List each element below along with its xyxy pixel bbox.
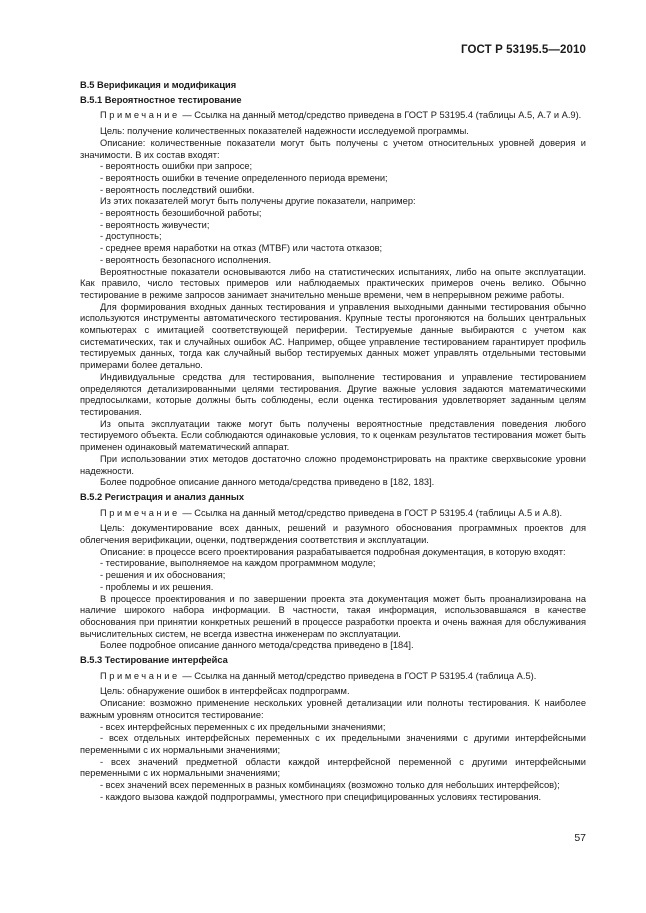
paragraph: Описание: количественные показатели могут быть получены с учетом относительных уровней доверия и значимости. В их состав входят: <box>80 137 586 160</box>
document-body <box>80 80 586 803</box>
paragraph: Из опыта эксплуатации также могут быть получены вероятностные представления поведения любого тестируемого объекта. Если соблюдаются одинаковые условия, то к оценкам результатов тестирования может быть применен одинаковый математический аппарат. <box>80 418 586 453</box>
subsection-heading-b53: В.5.3 Тестирование интерфейса <box>80 655 228 666</box>
list-item: - вероятность живучести; <box>100 219 210 230</box>
paragraph: Цель: получение количественных показателей надежности исследуемой программы. <box>100 126 469 137</box>
list-item: - среднее время наработки на отказ (MTBF) или частота отказов; <box>100 243 383 254</box>
paragraph: Описание: возможно применение нескольких уровней детализации или полноты тестирования. К наиболее важным уровням относится тестирование: <box>80 698 586 720</box>
note-text: — Ссылка на данный метод/средство приведена в ГОСТ Р 53195.4 (таблицы А.5 и А.8). <box>182 507 563 518</box>
list-item: - каждого вызова каждой подпрограммы, уместного при специфицированных условиях тестирования. <box>100 791 542 802</box>
paragraph: В процессе проектирования и по завершении проекта эта документация может быть проанализирована на наличие широкого набора информации. В частности, такая информация, использовавшаяся в качестве обоснования при принятии конкретных решений в процессе разработки проекта и очень важная для обслуживания вычислительных систем, не всегда известна инженерам по эксплуатации. <box>80 593 586 639</box>
list-item: - вероятность ошибки при запросе; <box>100 161 253 172</box>
list-item: - вероятность безопасного исполнения. <box>100 254 272 265</box>
subsection-heading-b52: В.5.2 Регистрация и анализ данных <box>80 491 245 502</box>
list-item: - всех интерфейсных переменных с их предельными значениями; <box>100 721 386 732</box>
reference-paragraph: Более подробное описание данного метода/средства приведено в [182, 183]. <box>100 477 435 488</box>
list-item: - доступность; <box>100 231 162 242</box>
list-item: - проблемы и их решения. <box>100 581 214 592</box>
list-item: - тестирование, выполняемое на каждом программном модуле; <box>100 558 376 569</box>
list-item: - вероятность безошибочной работы; <box>100 208 262 219</box>
note-b52 <box>80 508 586 520</box>
paragraph: Из этих показателей могут быть получены другие показатели, например: <box>100 196 416 207</box>
reference-paragraph: Более подробное описание данного метода/средства приведено в [184]. <box>100 640 414 651</box>
list-item: - вероятность ошибки в течение определенного периода времени; <box>100 172 388 183</box>
paragraph: Цель: документирование всех данных, решений и разумного обоснования программных проектов для облегчения верификации, оценки, подтверждения соответствия и эксплуатации. <box>80 523 586 546</box>
note-b51 <box>80 110 586 122</box>
note-label: Примечание <box>100 110 180 121</box>
note-label: Примечание <box>100 507 180 518</box>
list-item: - всех значений предметной области каждой интерфейсной переменной с другими интерфейсными переменными с их нормальными значениями; <box>80 756 586 779</box>
paragraph: Вероятностные показатели основываются либо на статистических испытаниях, либо на опыте эксплуатации. Как правило, число тестовых примеров или наблюдаемых практических примеров очень велико. Обычно тестирование в режиме запросов занимает значительно меньше времени, чем в непрерывном режиме работы. <box>80 266 586 300</box>
note-text: — Ссылка на данный метод/средство приведена в ГОСТ Р 53195.4 (таблицы А.5, А.7 и А.9). <box>182 110 582 121</box>
list-item: - решения и их обоснования; <box>100 570 226 581</box>
note-text: — Ссылка на данный метод/средство приведена в ГОСТ Р 53195.4 (таблица А.5). <box>182 670 537 681</box>
note-label: Примечание <box>100 670 180 681</box>
section-heading-b5: В.5 Верификация и модификация <box>80 80 237 90</box>
paragraph: Индивидуальные средства для тестирования, выполнение тестирования и управление тестированием определяются детализированными целями тестирования. Другие важные условия задаются математическими предпосылками, которые должны быть соблюдены, если оценка тестирования удовлетворяет заданным целям тестирования. <box>80 371 586 417</box>
list-item: - вероятность последствий ошибки. <box>100 184 255 195</box>
subsection-heading-b51: В.5.1 Вероятностное тестирование <box>80 94 242 105</box>
standard-header: ГОСТ Р 53195.5—2010 <box>461 44 586 56</box>
list-item: - всех отдельных интерфейсных переменных с их предельными значениями с другими интерфейсными переменными с их нормальными значениями; <box>80 733 586 755</box>
paragraph: Описание: в процессе всего проектирования разрабатывается подробная документация, в которую входят: <box>100 546 566 557</box>
paragraph: При использовании этих методов достаточно сложно продемонстрировать на практике сверхвысокие уровни надежности. <box>80 453 586 476</box>
note-b53 <box>80 671 586 683</box>
paragraph: Для формирования входных данных тестирования и управления выходными данными тестирования обычно используются инструменты автоматического тестирования. Крупные тесты прогоняются на больших центральных компьютерах с имитацией соответствующей периферии. Тестируемые данные выбираются с учетом как систематических, так и случайных ошибок АС. Например, общее управление тестированием гарантирует профиль тестируемых данных, тогда как случайный выбор тестируемых данных может управлять отдельными тестовыми примерами более детально. <box>80 301 586 371</box>
paragraph: Цель: обнаружение ошибок в интерфейсах подпрограмм. <box>100 686 350 697</box>
list-item: - всех значений всех переменных в разных комбинациях (возможно только для небольших интерфейсов); <box>100 780 560 791</box>
page-number: 57 <box>574 832 586 844</box>
